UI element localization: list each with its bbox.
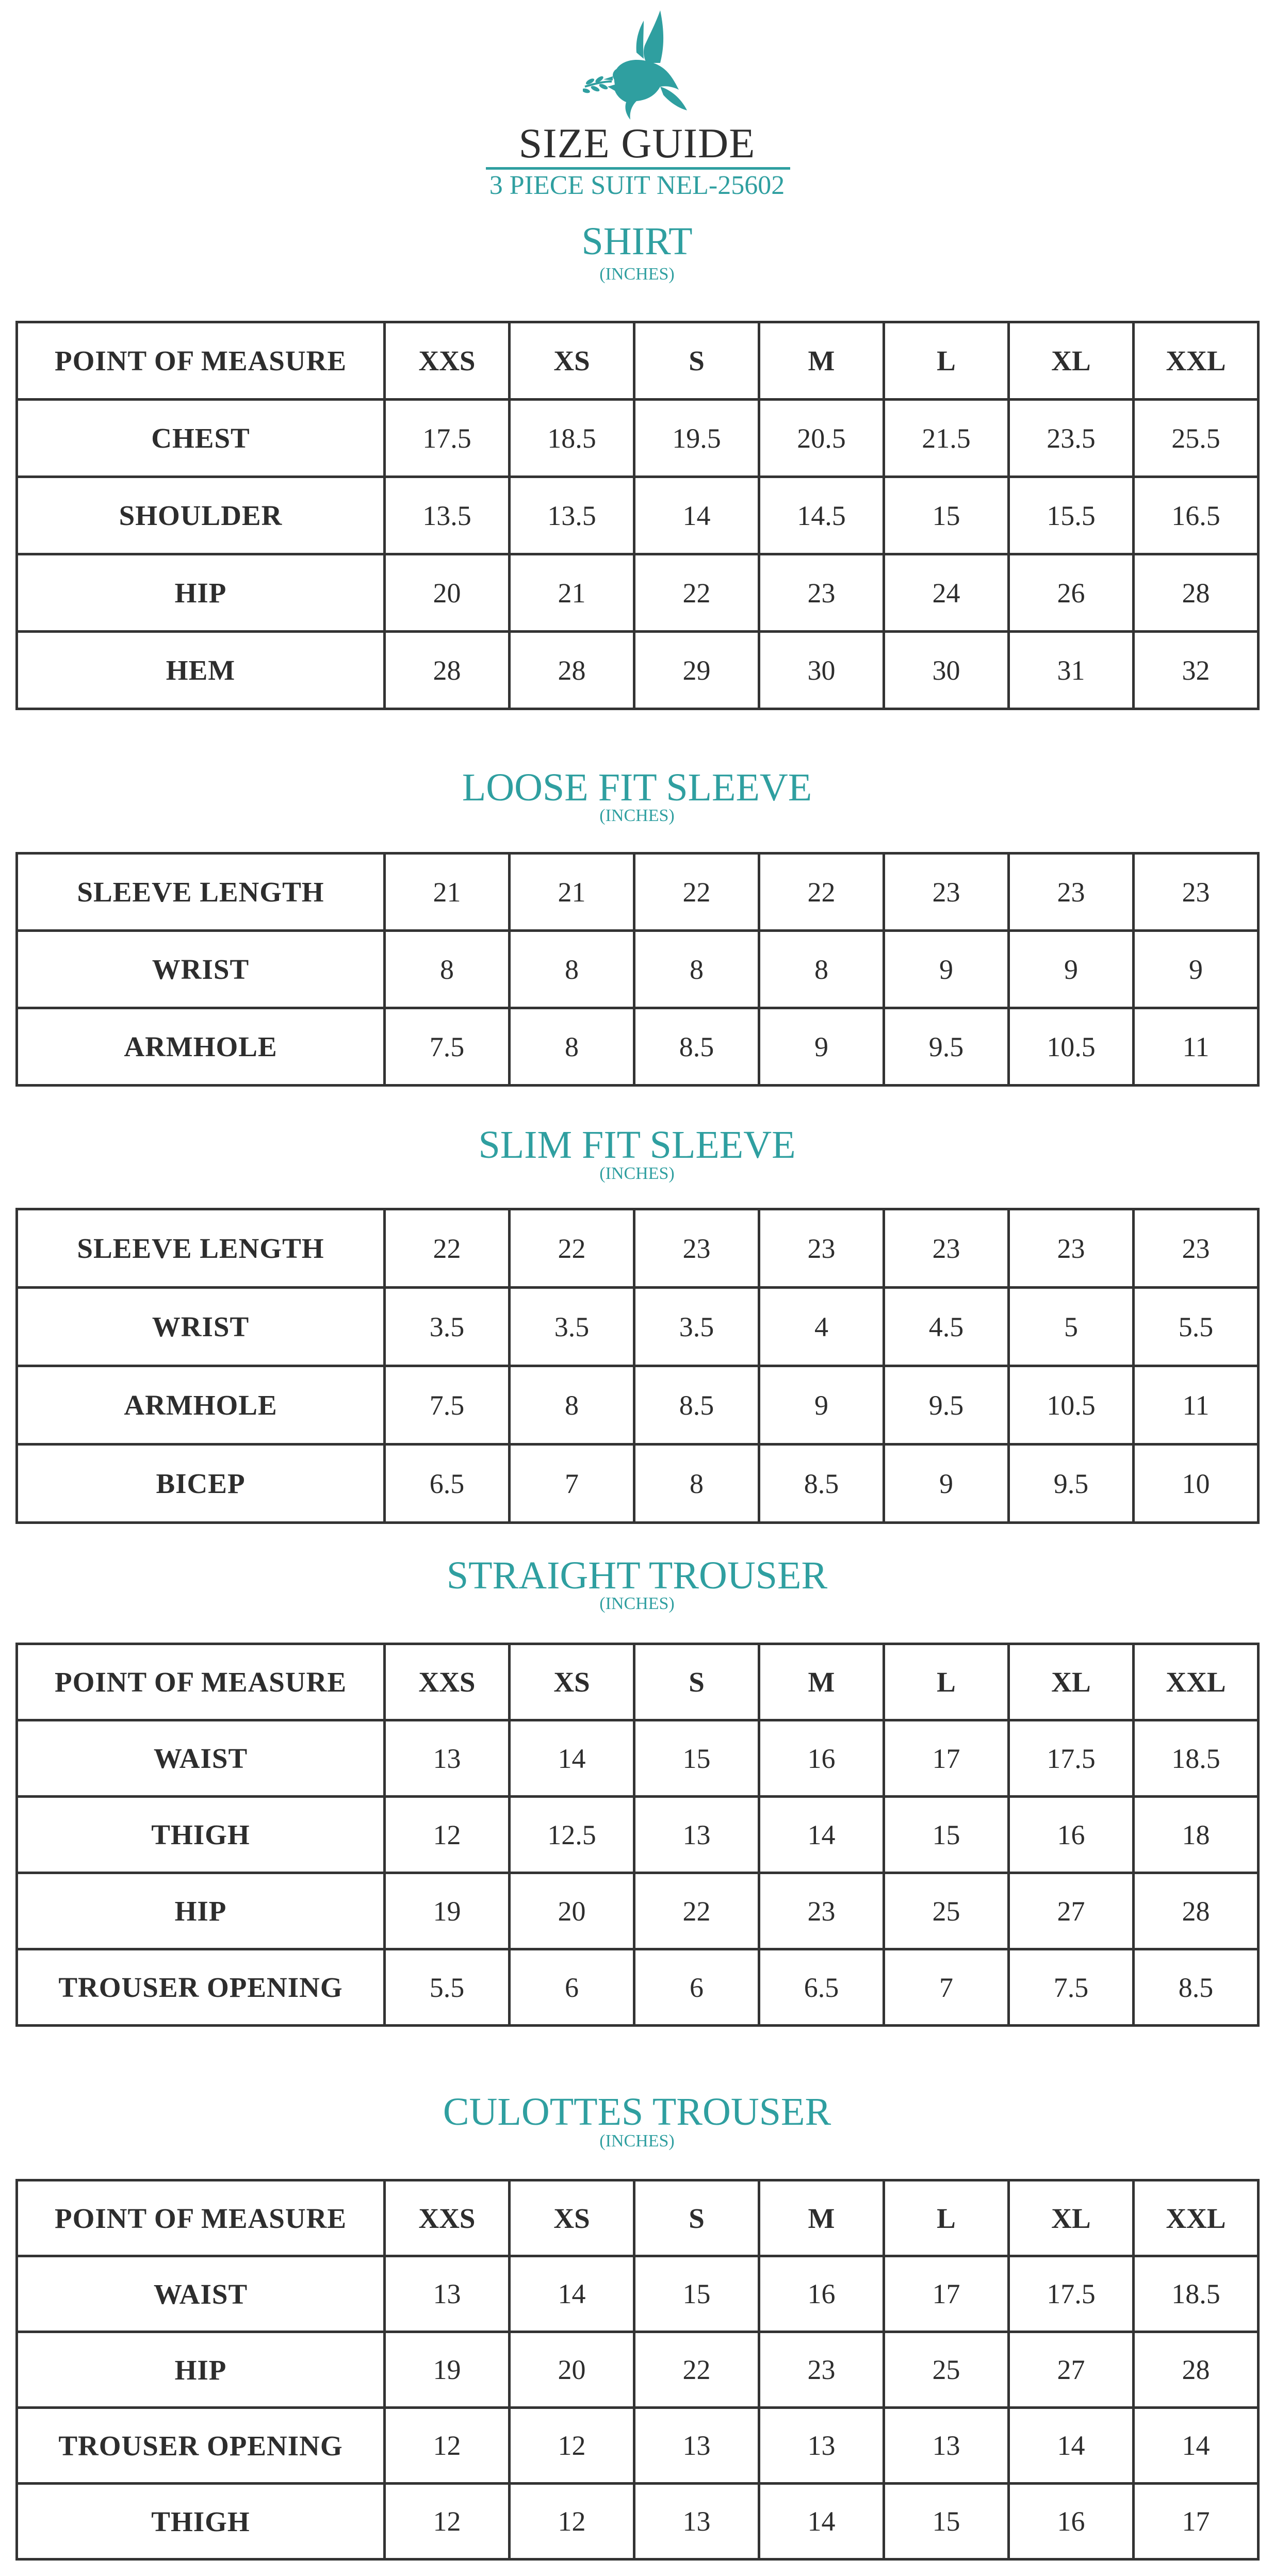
row-label: WRIST [17,1288,385,1366]
table-row [17,854,1259,931]
header-cell: XXL [1134,2180,1259,2256]
section-title-slim-fit-sleeve: SLIM FIT SLEEVE [478,1123,796,1167]
table-header-row [17,2180,1259,2256]
value-cell: 19.5 [634,400,759,477]
section-unit-shirt: (INCHES) [599,265,675,284]
value-cell: 22 [759,854,884,931]
header-cell: XL [1009,1644,1134,1720]
value-cell: 30 [759,632,884,709]
row-label: SLEEVE LENGTH [17,854,385,931]
value-cell: 7 [884,1949,1009,2026]
value-cell: 15 [884,477,1009,554]
value-cell: 4 [759,1288,884,1366]
size-table-slim-fit-sleeve [15,1208,1260,1524]
value-cell: 14.5 [759,477,884,554]
row-label: WAIST [17,2256,385,2332]
header-cell: L [884,2180,1009,2256]
value-cell: 23 [884,1209,1009,1288]
value-cell: 14 [510,1720,634,1797]
value-cell: 8 [634,931,759,1008]
value-cell: 12.5 [510,1797,634,1873]
section-unit-slim-fit-sleeve: (INCHES) [599,1164,675,1183]
value-cell: 8.5 [759,1445,884,1523]
value-cell: 6 [634,1949,759,2026]
value-cell: 9 [1009,931,1134,1008]
value-cell: 15 [884,2484,1009,2559]
table-row [17,1873,1259,1949]
value-cell: 22 [634,1873,759,1949]
value-cell: 15 [634,2256,759,2332]
value-cell: 28 [1134,2332,1259,2408]
value-cell: 23 [759,2332,884,2408]
value-cell: 23 [634,1209,759,1288]
value-cell: 21 [385,854,510,931]
value-cell: 10.5 [1009,1366,1134,1445]
value-cell: 31 [1009,632,1134,709]
value-cell: 27 [1009,2332,1134,2408]
table-header-row [17,1644,1259,1720]
table-row [17,1720,1259,1797]
value-cell: 18 [1134,1797,1259,1873]
value-cell: 9.5 [1009,1445,1134,1523]
value-cell: 23 [1009,854,1134,931]
header-cell: L [884,322,1009,400]
value-cell: 17 [884,1720,1009,1797]
row-label: HIP [17,2332,385,2408]
value-cell: 21 [510,854,634,931]
value-cell: 8 [510,1366,634,1445]
value-cell: 13 [634,1797,759,1873]
row-label: THIGH [17,2484,385,2559]
value-cell: 14 [1134,2408,1259,2484]
value-cell: 7 [510,1445,634,1523]
table-row [17,632,1259,709]
value-cell: 6 [510,1949,634,2026]
value-cell: 13 [385,1720,510,1797]
section-unit-straight-trouser: (INCHES) [599,1594,675,1613]
value-cell: 17 [1134,2484,1259,2559]
value-cell: 23 [759,1873,884,1949]
row-label: THIGH [17,1797,385,1873]
header-cell: XXL [1134,1644,1259,1720]
table-row [17,2484,1259,2559]
section-title-straight-trouser: STRAIGHT TROUSER [446,1554,828,1597]
value-cell: 8 [510,1008,634,1086]
value-cell: 11 [1134,1366,1259,1445]
header-cell: XXS [385,322,510,400]
value-cell: 11 [1134,1008,1259,1086]
row-label: HIP [17,554,385,632]
table-row [17,400,1259,477]
value-cell: 20 [510,2332,634,2408]
table-row [17,1008,1259,1086]
value-cell: 16 [759,2256,884,2332]
table-row [17,554,1259,632]
value-cell: 12 [385,1797,510,1873]
value-cell: 7.5 [1009,1949,1134,2026]
header-cell: S [634,2180,759,2256]
value-cell: 19 [385,1873,510,1949]
value-cell: 8 [385,931,510,1008]
row-label: CHEST [17,400,385,477]
header-cell: POINT OF MEASURE [17,1644,385,1720]
row-label: SHOULDER [17,477,385,554]
header-cell: S [634,1644,759,1720]
value-cell: 15 [884,1797,1009,1873]
header-cell: XL [1009,322,1134,400]
value-cell: 25 [884,2332,1009,2408]
header-cell: XXS [385,1644,510,1720]
value-cell: 15 [634,1720,759,1797]
value-cell: 29 [634,632,759,709]
value-cell: 13 [634,2484,759,2559]
header-cell: POINT OF MEASURE [17,322,385,400]
value-cell: 14 [759,2484,884,2559]
value-cell: 5.5 [1134,1288,1259,1366]
value-cell: 30 [884,632,1009,709]
section-unit-loose-fit-sleeve: (INCHES) [599,806,675,825]
value-cell: 27 [1009,1873,1134,1949]
value-cell: 16 [1009,2484,1134,2559]
value-cell: 9 [884,931,1009,1008]
value-cell: 15.5 [1009,477,1134,554]
value-cell: 28 [385,632,510,709]
table-row [17,1366,1259,1445]
value-cell: 22 [634,554,759,632]
value-cell: 23 [1134,1209,1259,1288]
value-cell: 16 [759,1720,884,1797]
page-title: SIZE GUIDE [518,120,756,167]
header-cell: L [884,1644,1009,1720]
size-table-culottes-trouser [15,2179,1260,2561]
header-cell: XXL [1134,322,1259,400]
value-cell: 26 [1009,554,1134,632]
table-row [17,1797,1259,1873]
value-cell: 21.5 [884,400,1009,477]
value-cell: 9 [1134,931,1259,1008]
value-cell: 3.5 [510,1288,634,1366]
value-cell: 3.5 [634,1288,759,1366]
value-cell: 13 [884,2408,1009,2484]
value-cell: 23 [759,554,884,632]
value-cell: 5.5 [385,1949,510,2026]
row-label: BICEP [17,1445,385,1523]
value-cell: 20.5 [759,400,884,477]
header-cell: S [634,322,759,400]
section-title-shirt: SHIRT [581,220,693,263]
value-cell: 8 [759,931,884,1008]
value-cell: 24 [884,554,1009,632]
value-cell: 20 [510,1873,634,1949]
value-cell: 14 [759,1797,884,1873]
value-cell: 32 [1134,632,1259,709]
header-cell: XXS [385,2180,510,2256]
value-cell: 22 [510,1209,634,1288]
value-cell: 14 [634,477,759,554]
value-cell: 19 [385,2332,510,2408]
value-cell: 13.5 [385,477,510,554]
value-cell: 12 [385,2408,510,2484]
value-cell: 14 [1009,2408,1134,2484]
value-cell: 6.5 [759,1949,884,2026]
value-cell: 21 [510,554,634,632]
value-cell: 12 [510,2484,634,2559]
table-header-row [17,322,1259,400]
value-cell: 25 [884,1873,1009,1949]
table-row [17,1209,1259,1288]
value-cell: 18.5 [1134,2256,1259,2332]
header-cell: XS [510,1644,634,1720]
value-cell: 12 [385,2484,510,2559]
value-cell: 13.5 [510,477,634,554]
section-title-loose-fit-sleeve: LOOSE FIT SLEEVE [462,766,812,809]
value-cell: 23 [1134,854,1259,931]
row-label: ARMHOLE [17,1008,385,1086]
value-cell: 23 [759,1209,884,1288]
value-cell: 8.5 [634,1366,759,1445]
table-row [17,1949,1259,2026]
value-cell: 16.5 [1134,477,1259,554]
table-row [17,931,1259,1008]
value-cell: 20 [385,554,510,632]
value-cell: 5 [1009,1288,1134,1366]
value-cell: 13 [385,2256,510,2332]
header-cell: XS [510,2180,634,2256]
value-cell: 17.5 [1009,2256,1134,2332]
value-cell: 28 [510,632,634,709]
value-cell: 9 [759,1008,884,1086]
value-cell: 9.5 [884,1008,1009,1086]
value-cell: 4.5 [884,1288,1009,1366]
header-cell: XL [1009,2180,1134,2256]
value-cell: 18.5 [510,400,634,477]
size-table-straight-trouser [15,1643,1260,2027]
row-label: WAIST [17,1720,385,1797]
product-subtitle: 3 PIECE SUIT NEL-25602 [489,171,785,200]
value-cell: 23 [884,854,1009,931]
value-cell: 8.5 [634,1008,759,1086]
dove-with-branch-icon [583,9,691,128]
table-row [17,2256,1259,2332]
table-row [17,1445,1259,1523]
value-cell: 10.5 [1009,1008,1134,1086]
value-cell: 10 [1134,1445,1259,1523]
value-cell: 23.5 [1009,400,1134,477]
header-cell: M [759,2180,884,2256]
row-label: SLEEVE LENGTH [17,1209,385,1288]
value-cell: 8.5 [1134,1949,1259,2026]
value-cell: 17.5 [385,400,510,477]
value-cell: 25.5 [1134,400,1259,477]
header-cell: M [759,322,884,400]
header-cell: POINT OF MEASURE [17,2180,385,2256]
table-row [17,477,1259,554]
value-cell: 22 [634,2332,759,2408]
value-cell: 22 [634,854,759,931]
row-label: HIP [17,1873,385,1949]
value-cell: 22 [385,1209,510,1288]
table-row [17,2332,1259,2408]
value-cell: 8 [634,1445,759,1523]
value-cell: 13 [634,2408,759,2484]
value-cell: 14 [510,2256,634,2332]
header-cell: XS [510,322,634,400]
value-cell: 13 [759,2408,884,2484]
size-table-loose-fit-sleeve [15,852,1260,1087]
value-cell: 7.5 [385,1008,510,1086]
value-cell: 17 [884,2256,1009,2332]
value-cell: 6.5 [385,1445,510,1523]
value-cell: 28 [1134,1873,1259,1949]
value-cell: 17.5 [1009,1720,1134,1797]
row-label: TROUSER OPENING [17,1949,385,2026]
value-cell: 16 [1009,1797,1134,1873]
value-cell: 9 [884,1445,1009,1523]
value-cell: 18.5 [1134,1720,1259,1797]
section-title-culottes-trouser: CULOTTES TROUSER [443,2090,831,2134]
header-cell: M [759,1644,884,1720]
value-cell: 9.5 [884,1366,1009,1445]
row-label: ARMHOLE [17,1366,385,1445]
section-unit-culottes-trouser: (INCHES) [599,2131,675,2151]
row-label: TROUSER OPENING [17,2408,385,2484]
value-cell: 28 [1134,554,1259,632]
value-cell: 7.5 [385,1366,510,1445]
value-cell: 8 [510,931,634,1008]
row-label: WRIST [17,931,385,1008]
value-cell: 3.5 [385,1288,510,1366]
value-cell: 23 [1009,1209,1134,1288]
value-cell: 12 [510,2408,634,2484]
table-row [17,2408,1259,2484]
table-row [17,1288,1259,1366]
size-table-shirt [15,321,1260,710]
value-cell: 9 [759,1366,884,1445]
row-label: HEM [17,632,385,709]
